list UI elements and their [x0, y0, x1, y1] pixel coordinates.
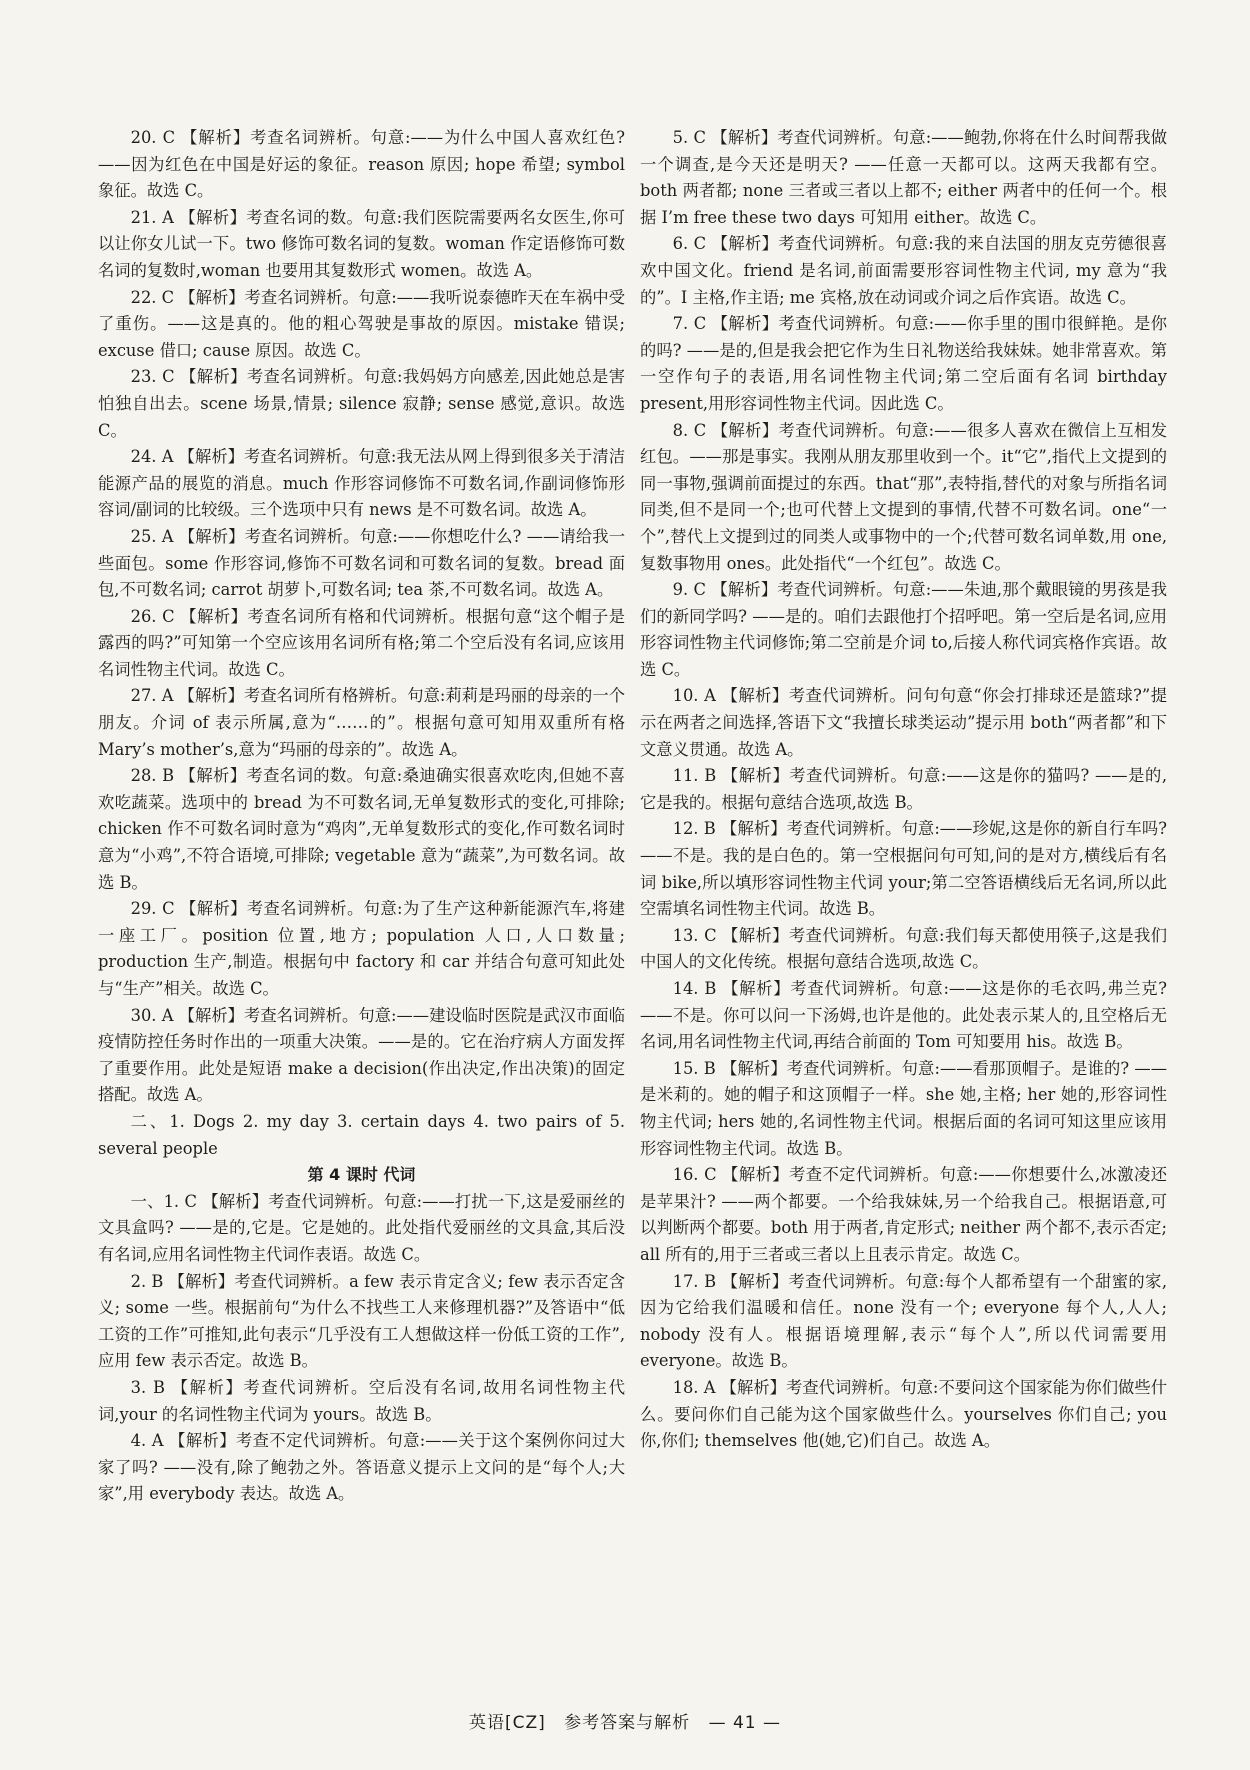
answer-paragraph: 17. B 【解析】考查代词辨析。句意:每个人都希望有一个甜蜜的家,因为它给我们温暖和信任。none 没有一个; everyone 每个人,人人; nobody 没有人。根据语境理解,表示“每个人”,所以代词需要用 everyone。故选 B。 [640, 1271, 1167, 1371]
answer-paragraph: 26. C 【解析】考查名词所有格和代词辨析。根据句意“这个帽子是露西的吗?”可知第一个空应该用名词所有格;第二个空后没有名词,应该用名词性物主代词。故选 C。 [98, 606, 625, 679]
answer-paragraph: 4. A 【解析】考查不定代词辨析。句意:——关于这个案例你问过大家了吗? ——没有,除了鲍勃之外。答语意义提示上文问的是“每个人;大家”,用 everybody 表达。故选 A。 [98, 1431, 625, 1504]
answer-paragraph: 29. C 【解析】考查名词辨析。句意:为了生产这种新能源汽车,将建一座工厂。position 位置,地方; population 人口,人口数量; production 生产,制造。根据句中 factory 和 car 并结合句意可知此处与“生产”相关。故选 C。 [98, 899, 625, 998]
answer-paragraph: 13. C 【解析】考查代词辨析。句意:我们每天都使用筷子,这是我们中国人的文化传统。根据句意结合选项,故选 C。 [640, 925, 1167, 972]
answer-paragraph: 21. A 【解析】考查名词的数。句意:我们医院需要两名女医生,你可以让你女儿试一下。two 修饰可数名词的复数。woman 作定语修饰可数名词的复数时,woman 也要用其复数形式 women。故选 A。 [98, 207, 625, 280]
page-footer [0, 1708, 1250, 1733]
answer-paragraph: 23. C 【解析】考查名词辨析。句意:我妈妈方向感差,因此她总是害怕独自出去。scene 场景,情景; silence 寂静; sense 感觉,意识。故选 C。 [98, 367, 625, 440]
answer-paragraph: 22. C 【解析】考查名词辨析。句意:——我听说泰德昨天在车祸中受了重伤。——这是真的。他的粗心驾驶是事故的原因。mistake 错误; excuse 借口; cause 原因。故选 C。 [98, 287, 625, 360]
answer-paragraph: 24. A 【解析】考查名词辨析。句意:我无法从网上得到很多关于清洁能源产品的展览的消息。much 作形容词修饰不可数名词,作副词修饰形容词/副词的比较级。三个选项中只有 news 是不可数名词。故选 A。 [98, 447, 625, 520]
left-column [98, 125, 625, 1508]
answer-paragraph: 10. A 【解析】考查代词辨析。问句句意“你会打排球还是篮球?”提示在两者之间选择,答语下文“我擅长球类运动”提示用 both“两者都”和下文意义贯通。故选 A。 [640, 686, 1167, 759]
answer-paragraph: 30. A 【解析】考查名词辨析。句意:——建设临时医院是武汉市面临疫情防控任务时作出的一项重大决策。——是的。它在治疗病人方面发挥了重要作用。此处是短语 make a decision(作出决定,作出决策)的固定搭配。故选 A。 [98, 1005, 625, 1105]
answer-paragraph: 11. B 【解析】考查代词辨析。句意:——这是你的猫吗? ——是的,它是我的。根据句意结合选项,故选 B。 [640, 766, 1167, 812]
footer-title: 参考答案与解析 [564, 1713, 691, 1733]
right-column [640, 125, 1167, 1455]
footer-subject: 英语[CZ] [468, 1713, 546, 1733]
answer-paragraph: 15. B 【解析】考查代词辨析。句意:——看那顶帽子。是谁的? ——是米莉的。她的帽子和这顶帽子一样。she 她,主格; her 她的,形容词性物主代词; hers 她的,名词性物主代词。根据后面的名词可知这里应该用形容词性物主代词。故选 B。 [640, 1058, 1167, 1158]
answer-paragraph: 25. A 【解析】考查名词辨析。句意:——你想吃什么? ——请给我一些面包。some 作形容词,修饰不可数名词和可数名词的复数。bread 面包,不可数名词; carrot 胡萝卜,可数名词; tea 茶,不可数名词。故选 A。 [98, 526, 625, 600]
answer-paragraph: 9. C 【解析】考查代词辨析。句意:——朱迪,那个戴眼镜的男孩是我们的新同学吗? ——是的。咱们去跟他打个招呼吧。第一空后是名词,应用形容词性物主代词修饰;第二空前是介词 to,后接人称代词宾格作宾语。故选 C。 [640, 580, 1167, 679]
answer-paragraph: 14. B 【解析】考查代词辨析。句意:——这是你的毛衣吗,弗兰克? ——不是。你可以问一下汤姆,也许是他的。此处表示某人的,且空格后无名词,用名词性物主代词,再结合前面的 Tom 可知要用 his。故选 B。 [640, 979, 1167, 1052]
answer-paragraph: 28. B 【解析】考查名词的数。句意:桑迪确实很喜欢吃肉,但她不喜欢吃蔬菜。选项中的 bread 为不可数名词,无单复数形式的变化,可排除; chicken 作不可数名词时意为“鸡肉”,无单复数形式的变化,作可数名词时意为“小鸡”,不符合语境,可排除; vegetable 意为“蔬菜”,为可数名词。故选 B。 [98, 766, 625, 892]
answer-paragraph: 2. B 【解析】考查代词辨析。a few 表示肯定含义; few 表示否定含义; some 一些。根据前句“为什么不找些工人来修理机器?”及答语中“低工资的工作”可推知,此句表示“几乎没有工人想做这样一份低工资的工作”,应用 few 表示否定。故选 B。 [98, 1271, 625, 1371]
answer-paragraph: 20. C 【解析】考查名词辨析。句意:——为什么中国人喜欢红色? ——因为红色在中国是好运的象征。reason 原因; hope 希望; symbol 象征。故选 C。 [98, 128, 625, 201]
answer-paragraph: 12. B 【解析】考查代词辨析。句意:——珍妮,这是你的新自行车吗? ——不是。我的是白色的。第一空根据问句可知,问的是对方,横线后有名词 bike,所以填形容词性物主代词 your;第二空答语横线后无名词,所以此空需填名词性物主代词。故选 B。 [640, 819, 1167, 919]
answer-paragraph: 一、1. C 【解析】考查代词辨析。句意:——打扰一下,这是爱丽丝的文具盒吗? ——是的,它是。它是她的。此处指代爱丽丝的文具盒,其后没有名词,应用名词性物主代词作表语。故选 C。 [98, 1191, 625, 1264]
answer-paragraph: 6. C 【解析】考查代词辨析。句意:我的来自法国的朋友克劳德很喜欢中国文化。friend 是名词,前面需要形容词性物主代词, my 意为“我的”。I 主格,作主语; me 宾格,放在动词或介词之后作宾语。故选 C。 [640, 234, 1167, 307]
page-number: — 41 — [708, 1713, 782, 1733]
answer-paragraph: 27. A 【解析】考查名词所有格辨析。句意:莉莉是玛丽的母亲的一个朋友。介词 of 表示所属,意为“……的”。根据句意可知用双重所有格 Mary’s mother’s,意为“玛丽的母亲的”。故选 A。 [98, 686, 625, 759]
section-heading: 第 4 课时 代词 [307, 1165, 416, 1185]
answer-paragraph: 3. B 【解析】考查代词辨析。空后没有名词,故用名词性物主代词,your 的名词性物主代词为 yours。故选 B。 [98, 1377, 625, 1424]
answer-paragraph: 8. C 【解析】考查代词辨析。句意:——很多人喜欢在微信上互相发红包。——那是事实。我刚从朋友那里收到一个。it“它”,指代上文提到的同一事物,强调前面提过的东西。that“那”,表特指,替代的对象与所指名词同类,但不是同一个;也可代替上文提到的事情,代替不可数名词。one“一个”,替代上文提到过的同类人或事物中的一个;代替可数名词单数,用 one,复数事物用 ones。此处指代“一个红包”。故选 C。 [640, 420, 1167, 573]
answer-paragraph: 7. C 【解析】考查代词辨析。句意:——你手里的围巾很鲜艳。是你的吗? ——是的,但是我会把它作为生日礼物送给我妹妹。她非常喜欢。第一空作句子的表语,用名词性物主代词;第二空后面有名词 birthday present,用形容词性物主代词。因此选 C。 [640, 314, 1167, 413]
answer-paragraph: 二、1. Dogs 2. my day 3. certain days 4. two pairs of 5. several people [98, 1111, 625, 1158]
answer-paragraph: 16. C 【解析】考查不定代词辨析。句意:——你想要什么,冰激凌还是苹果汁? ——两个都要。一个给我妹妹,另一个给我自己。根据语意,可以判断两个都要。both 用于两者,肯定形式; neither 两个都不,表示否定; all 所有的,用于三者或三者以上且表示肯定。故选 C。 [640, 1165, 1167, 1264]
answer-paragraph: 18. A 【解析】考查代词辨析。句意:不要问这个国家能为你们做些什么。要问你们自己能为这个国家做些什么。yourselves 你们自己; you 你,你们; themselves 他(她,它)们自己。故选 A。 [640, 1377, 1167, 1451]
answer-paragraph: 5. C 【解析】考查代词辨析。句意:——鲍勃,你将在什么时间帮我做一个调查,是今天还是明天? ——任意一天都可以。这两天我都有空。both 两者都; none 三者或三者以上都不; either 两者中的任何一个。根据 I’m free these two days 可知用 either。故选 C。 [640, 128, 1167, 227]
